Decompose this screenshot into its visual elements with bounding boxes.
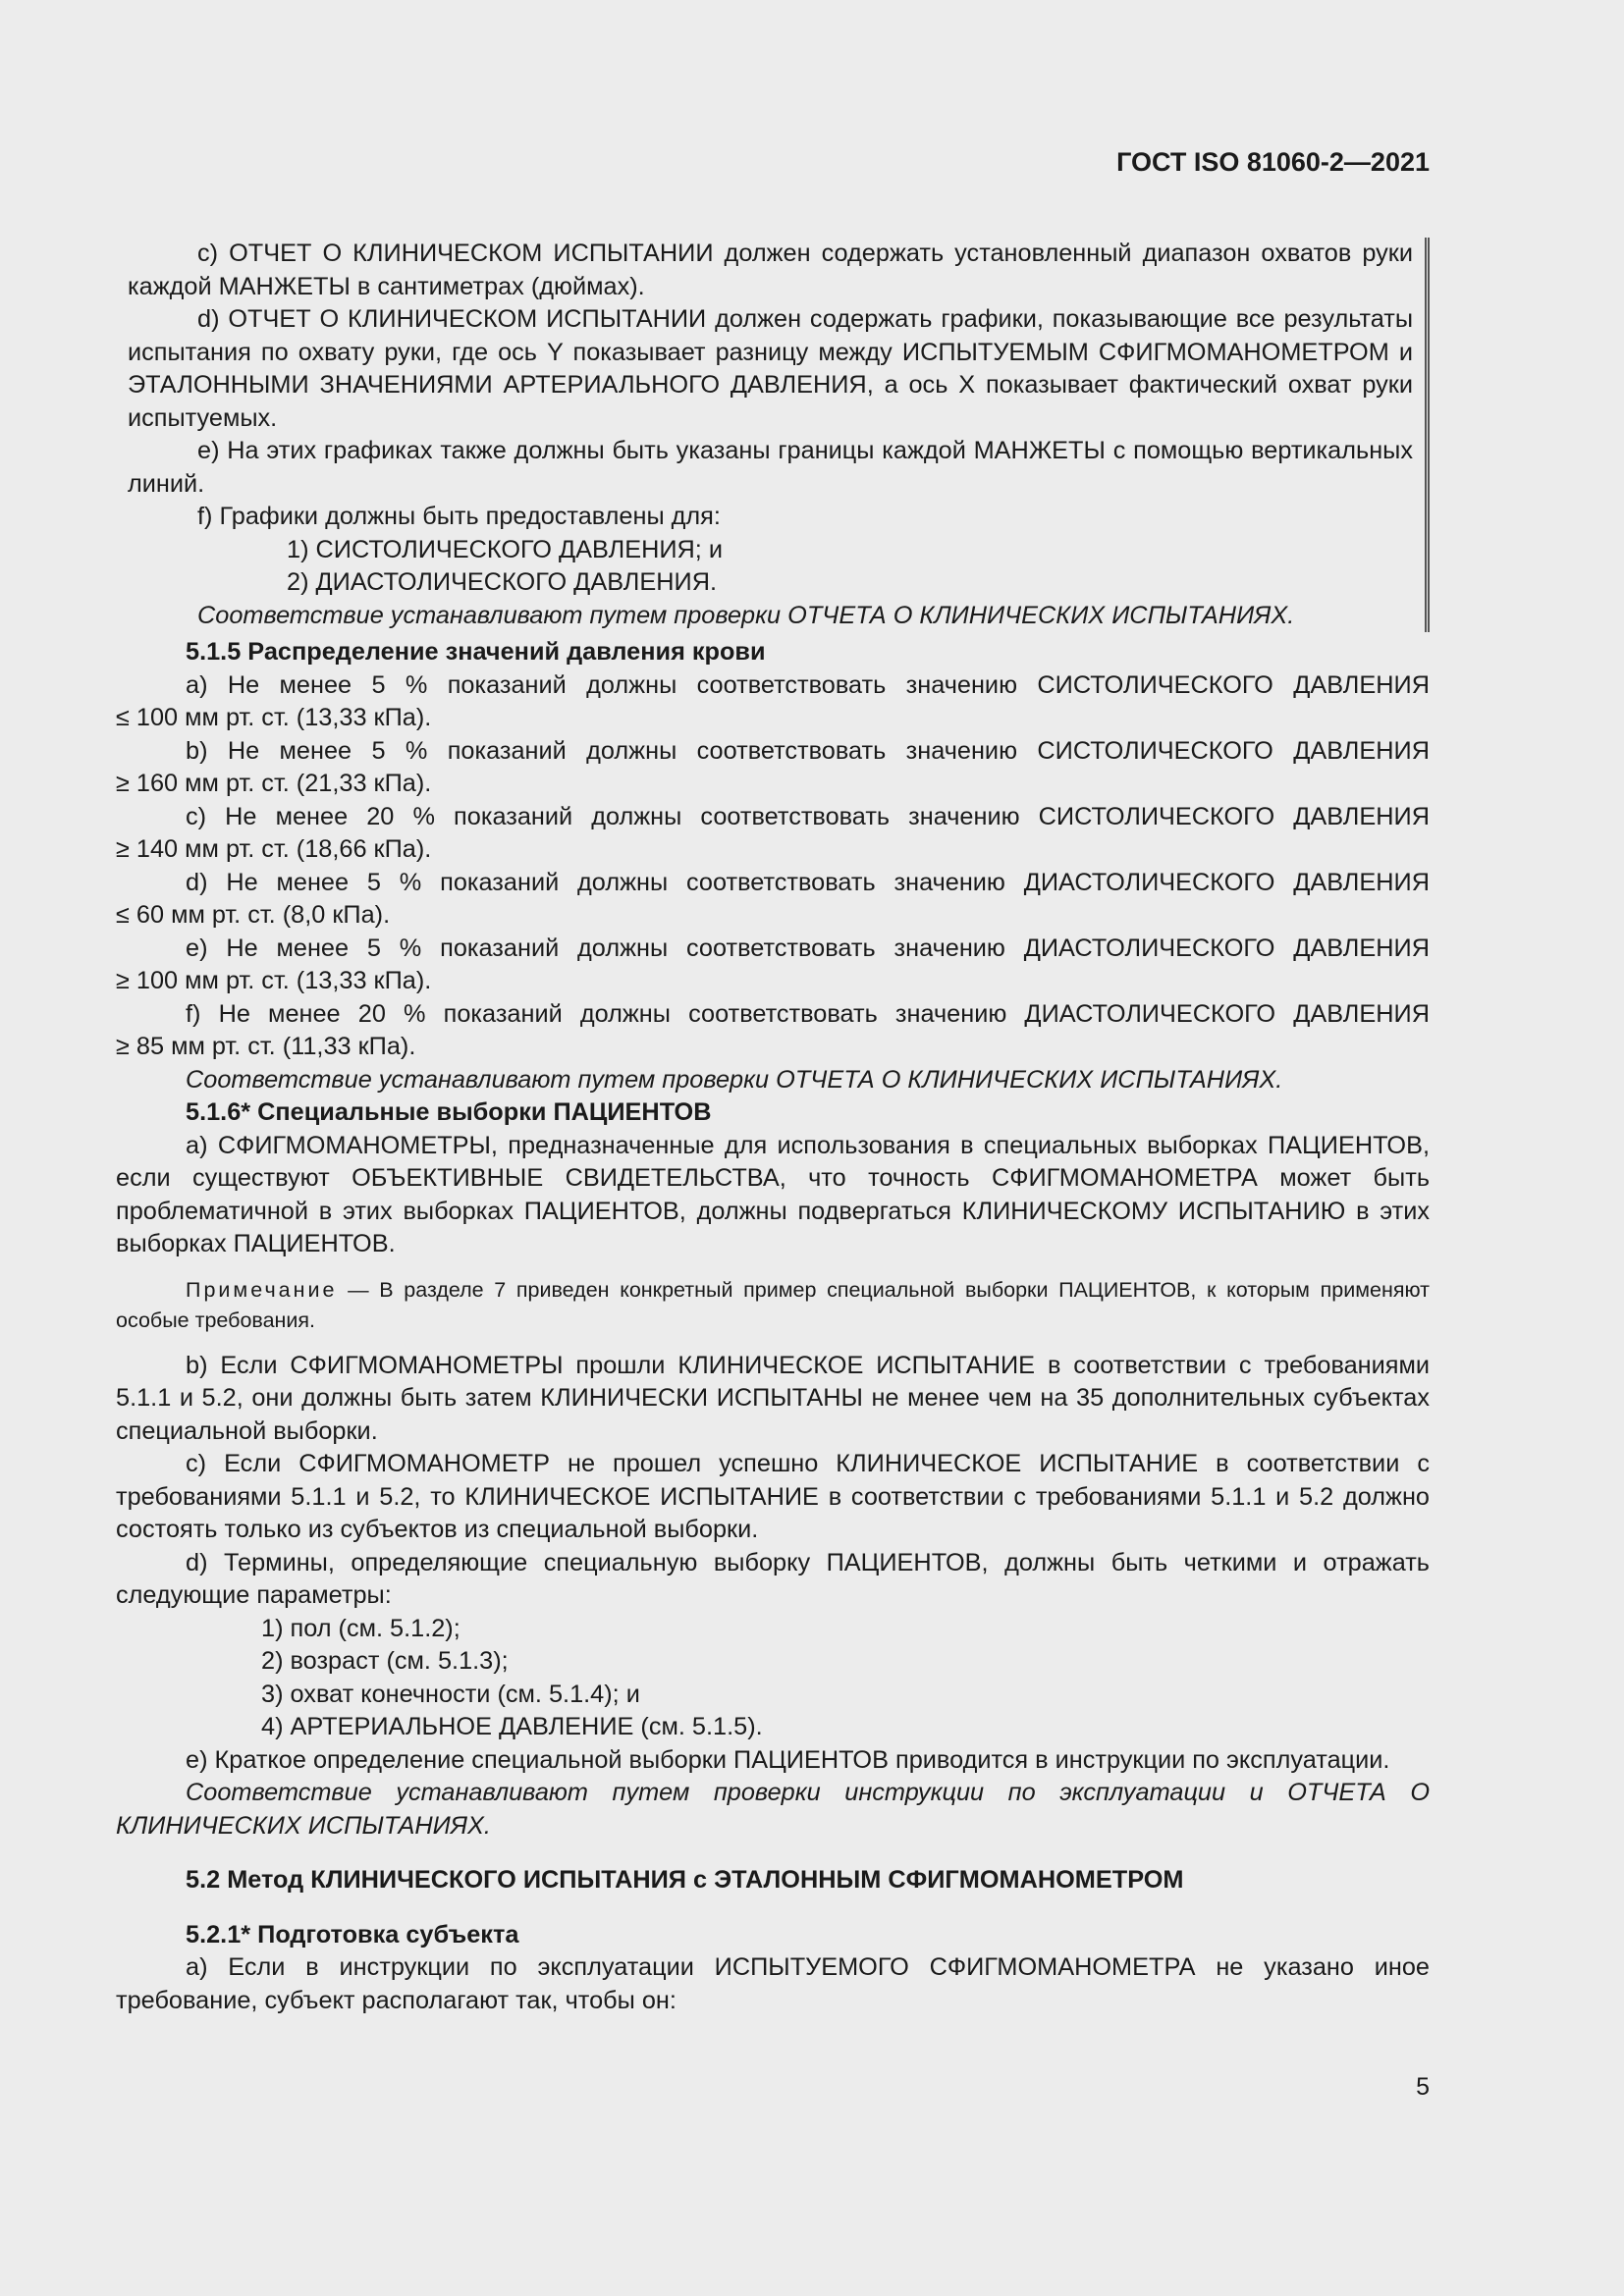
conformity-statement: Соответствие устанавливают путем проверки инструкции по эксплуатации и ОТЧЕТА О КЛИНИЧЕСКИХ ИСПЫТАНИЯХ. xyxy=(116,1779,1430,1840)
note-label: Примечание xyxy=(186,1277,338,1302)
changed-text-block xyxy=(116,238,1430,632)
requirement-c-value: ≥ 140 мм рт. ст. (18,66 кПа). xyxy=(116,835,432,863)
paragraph-a: a) Если в инструкции по эксплуатации ИСПЫТУЕМОГО СФИГМОМАНОМЕТРА не указано иное требование, субъект располагают так, чтобы он: xyxy=(116,1953,1430,2014)
page-number: 5 xyxy=(1416,2073,1430,2101)
list-item: 4) АРТЕРИАЛЬНОЕ ДАВЛЕНИЕ (см. 5.1.5). xyxy=(261,1713,763,1740)
requirement-b: b) Не менее 5 % показаний должны соответствовать значению СИСТОЛИЧЕСКОГО ДАВЛЕНИЯ xyxy=(186,736,1430,765)
list-item: 2) возраст (см. 5.1.3); xyxy=(261,1647,509,1675)
list-item: 3) охват конечности (см. 5.1.4); и xyxy=(261,1680,640,1708)
requirement-a-value: ≤ 100 мм рт. ст. (13,33 кПа). xyxy=(116,704,432,731)
requirement-c: c) Не менее 20 % показаний должны соответствовать значению СИСТОЛИЧЕСКОГО ДАВЛЕНИЯ xyxy=(186,802,1430,830)
section-heading-5-1-6: 5.1.6* Специальные выборки ПАЦИЕНТОВ xyxy=(186,1098,712,1126)
spacer xyxy=(116,1842,1430,1864)
paragraph-c: c) ОТЧЕТ О КЛИНИЧЕСКОМ ИСПЫТАНИИ должен содержать установленный диапазон охватов руки каждой МАНЖЕТЫ в сантиметрах (дюймах). xyxy=(128,240,1413,300)
list-item: 2) ДИАСТОЛИЧЕСКОГО ДАВЛЕНИЯ. xyxy=(287,568,718,596)
requirement-f-value: ≥ 85 мм рт. ст. (11,33 кПа). xyxy=(116,1033,416,1060)
note xyxy=(116,1275,1430,1336)
document-id: ГОСТ ISO 81060-2—2021 xyxy=(1116,147,1430,177)
requirement-f: f) Не менее 20 % показаний должны соответствовать значению ДИАСТОЛИЧЕСКОГО ДАВЛЕНИЯ xyxy=(186,999,1430,1028)
conformity-statement: Соответствие устанавливают путем проверки ОТЧЕТА О КЛИНИЧЕСКИХ ИСПЫТАНИЯХ. xyxy=(186,1065,1283,1094)
requirement-d: d) Не менее 5 % показаний должны соответствовать значению ДИАСТОЛИЧЕСКОГО ДАВЛЕНИЯ xyxy=(186,868,1430,896)
requirement-e: e) Не менее 5 % показаний должны соответствовать значению ДИАСТОЛИЧЕСКОГО ДАВЛЕНИЯ xyxy=(186,934,1430,962)
requirement-e-value: ≥ 100 мм рт. ст. (13,33 кПа). xyxy=(116,967,432,994)
section-heading-5-1-5: 5.1.5 Распределение значений давления крови xyxy=(186,638,766,666)
section-heading-5-2-1: 5.2.1* Подготовка субъекта xyxy=(186,1920,519,1949)
conformity-statement: Соответствие устанавливают путем проверки ОТЧЕТА О КЛИНИЧЕСКИХ ИСПЫТАНИЯХ. xyxy=(197,601,1295,629)
list-item: 1) пол (см. 5.1.2); xyxy=(261,1614,460,1642)
page-content xyxy=(116,238,1430,2017)
paragraph-f: f) Графики должны быть предоставлены для: xyxy=(197,503,721,530)
requirement-d-value: ≤ 60 мм рт. ст. (8,0 кПа). xyxy=(116,901,391,929)
paragraph-e: e) На этих графиках также должны быть указаны границы каждой МАНЖЕТЫ с помощью вертикальных линий. xyxy=(128,437,1413,498)
note-text: — В разделе 7 приведен конкретный пример специальной выборки ПАЦИЕНТОВ, к которым применяют особые требования. xyxy=(116,1277,1430,1332)
list-item: 1) СИСТОЛИЧЕСКОГО ДАВЛЕНИЯ; и xyxy=(287,535,723,563)
section-heading-5-2: 5.2 Метод КЛИНИЧЕСКОГО ИСПЫТАНИЯ с ЭТАЛОННЫМ СФИГМОМАНОМЕТРОМ xyxy=(186,1866,1184,1894)
paragraph-e: e) Краткое определение специальной выборки ПАЦИЕНТОВ приводится в инструкции по эксплуатации. xyxy=(186,1745,1390,1774)
requirement-a: a) Не менее 5 % показаний должны соответствовать значению СИСТОЛИЧЕСКОГО ДАВЛЕНИЯ xyxy=(186,670,1430,699)
paragraph-c: c) Если СФИГМОМАНОМЕТР не прошел успешно КЛИНИЧЕСКОЕ ИСПЫТАНИЕ в соответствии с требованиями 5.1.1 и 5.2, то КЛИНИЧЕСКОЕ ИСПЫТАНИЕ в соответствии с требованиями 5.1.1 и 5.2 должно состоять только из субъектов из специальной выборки. xyxy=(116,1450,1430,1543)
paragraph-a: a) СФИГМОМАНОМЕТРЫ, предназначенные для использования в специальных выборках ПАЦИЕНТОВ, если существуют ОБЪЕКТИВНЫЕ СВИДЕТЕЛЬСТВА, что точность СФИГМОМАНОМЕТРА может быть проблематичной в этих выборках ПАЦИЕНТОВ, должны подвергаться КЛИНИЧЕСКОМУ ИСПЫТАНИЮ в этих выборках ПАЦИЕНТОВ. xyxy=(116,1131,1430,1257)
paragraph-b: b) Если СФИГМОМАНОМЕТРЫ прошли КЛИНИЧЕСКОЕ ИСПЫТАНИЕ в соответствии с требованиями 5.1.1 и 5.2, они должны быть затем КЛИНИЧЕСКИ ИСПЫТАНЫ не менее чем на 35 дополнительных субъектах специальной выборки. xyxy=(116,1351,1430,1445)
paragraph-d: d) ОТЧЕТ О КЛИНИЧЕСКОМ ИСПЫТАНИИ должен содержать графики, показывающие все результаты испытания по охвату руки, где ось Y показывает разницу между ИСПЫТУЕМЫМ СФИГМОМАНОМЕТРОМ и ЭТАЛОННЫМИ ЗНАЧЕНИЯМИ АРТЕРИАЛЬНОГО ДАВЛЕНИЯ, а ось X показывает фактический охват руки испытуемых. xyxy=(128,305,1413,432)
paragraph-d: d) Термины, определяющие специальную выборку ПАЦИЕНТОВ, должны быть четкими и отражать следующие параметры: xyxy=(116,1548,1430,1609)
spacer xyxy=(116,1897,1430,1919)
requirement-b-value: ≥ 160 мм рт. ст. (21,33 кПа). xyxy=(116,770,432,797)
